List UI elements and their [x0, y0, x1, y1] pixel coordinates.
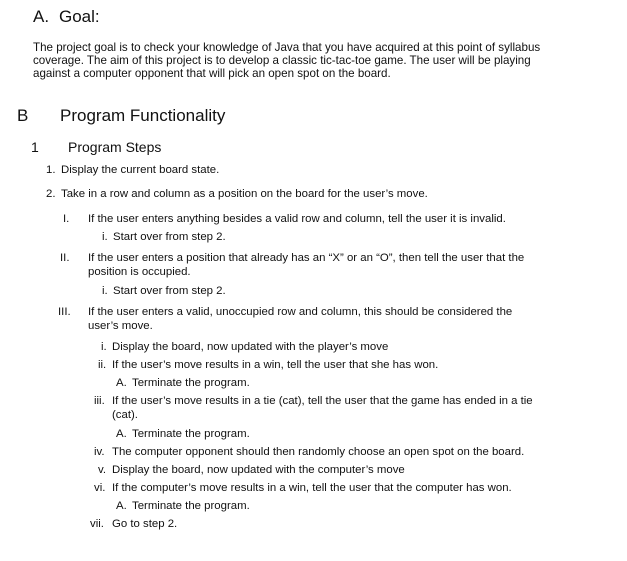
list-number: iv. — [94, 446, 105, 458]
list-number: III. — [58, 306, 71, 318]
list-number: A. — [116, 428, 127, 440]
section-a-title: Goal: — [59, 7, 100, 26]
goal-line: against a computer opponent that will pick an open spot on the board. — [33, 67, 391, 80]
list-number: II. — [60, 252, 70, 264]
list-number: 2. — [46, 188, 56, 200]
list-text: Display the current board state. — [61, 164, 220, 176]
list-number: iii. — [94, 395, 105, 407]
list-text: Display the board, now updated with the player’s move — [112, 341, 389, 353]
list-text: Take in a row and column as a position on the board for the user’s move. — [61, 188, 428, 200]
list-number: i. — [102, 231, 108, 243]
section-a-letter: A. — [33, 7, 50, 26]
list-number: vii. — [90, 518, 104, 530]
list-text: Display the board, now updated with the computer’s move — [112, 464, 405, 476]
goal-line: coverage. The aim of this project is to develop a classic tic-tac-toe game. The user will be playing — [33, 54, 531, 67]
list-number: vi. — [94, 482, 106, 494]
subsection-title: Program Steps — [68, 139, 162, 155]
list-number: A. — [116, 377, 127, 389]
list-text: If the computer’s move results in a win, tell the user that the computer has won. — [112, 482, 512, 494]
list-text: The computer opponent should then randomly choose an open spot on the board. — [112, 446, 525, 458]
list-text: position is occupied. — [88, 266, 191, 278]
list-number: v. — [98, 464, 107, 476]
list-text: Terminate the program. — [132, 500, 250, 512]
list-text: Start over from step 2. — [113, 231, 226, 243]
section-b-title: Program Functionality — [60, 106, 226, 125]
section-b-letter: B — [17, 106, 29, 125]
list-text: user’s move. — [88, 320, 153, 332]
list-number: A. — [116, 500, 127, 512]
list-number: i. — [101, 341, 107, 353]
list-number: ii. — [98, 359, 107, 371]
list-text: If the user’s move results in a win, tell the user that she has won. — [112, 359, 439, 371]
list-text: Go to step 2. — [112, 518, 178, 530]
list-number: i. — [102, 285, 108, 297]
list-text: If the user’s move results in a tie (cat), tell the user that the game has ended in a tie — [112, 395, 533, 407]
list-text: (cat). — [112, 409, 138, 421]
list-number: 1. — [46, 164, 56, 176]
subsection-number: 1 — [31, 139, 39, 155]
list-text: If the user enters a position that already has an “X” or an “O”, then tell the user that the — [88, 252, 525, 264]
list-number: I. — [63, 213, 70, 225]
list-text: Start over from step 2. — [113, 285, 226, 297]
list-text: Terminate the program. — [132, 428, 250, 440]
list-text: If the user enters a valid, unoccupied row and column, this should be considered the — [88, 306, 513, 318]
goal-line: The project goal is to check your knowledge of Java that you have acquired at this point of syllabus — [33, 41, 541, 54]
list-text: If the user enters anything besides a valid row and column, tell the user it is invalid. — [88, 213, 506, 225]
list-text: Terminate the program. — [132, 377, 250, 389]
